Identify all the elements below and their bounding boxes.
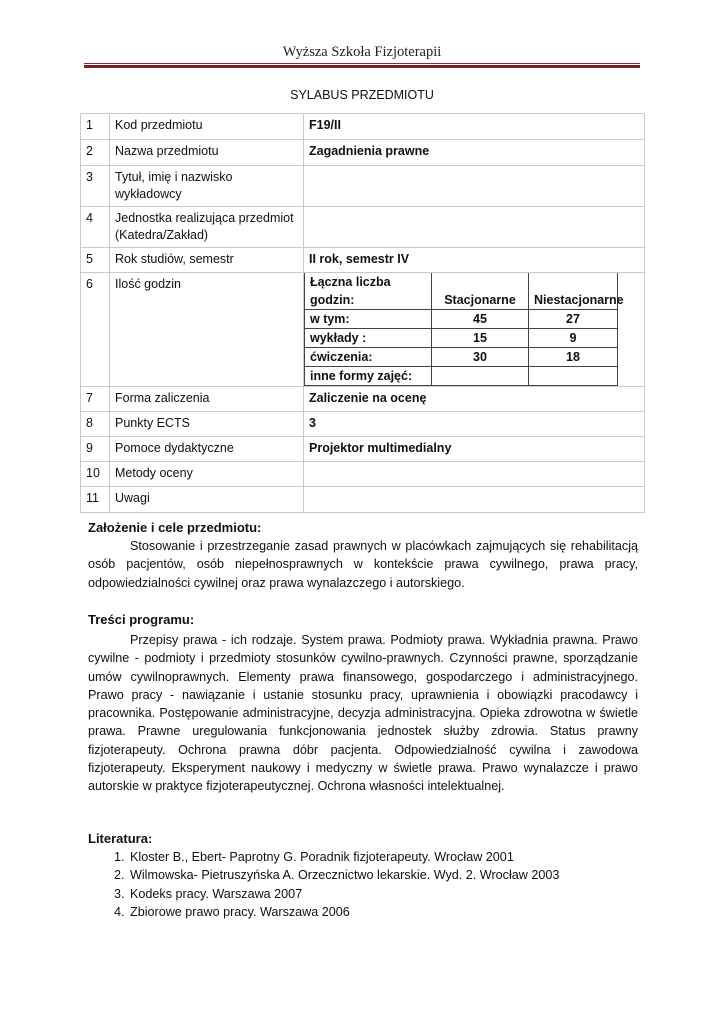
hours-row-label: w tym:: [305, 310, 432, 329]
list-item: 3. Kodeks pracy. Warszawa 2007: [128, 885, 638, 903]
hours-row: [305, 310, 618, 329]
table-row: [81, 166, 645, 207]
row-value: Zagadnienia prawne: [304, 140, 645, 166]
hours-row: [305, 329, 618, 348]
row-number: 4: [81, 207, 110, 248]
row-label: Metody oceny: [110, 462, 304, 487]
hours-row-label: ćwiczenia:: [305, 348, 432, 367]
row-value: [304, 166, 645, 207]
goals-section: [88, 519, 638, 592]
row-value: [304, 207, 645, 248]
hours-cell: [304, 273, 645, 387]
document-title: SYLABUS PRZEDMIOTU: [290, 88, 434, 102]
table-row: [81, 207, 645, 248]
hours-header-stationary: Stacjonarne: [432, 273, 529, 310]
table-row: [81, 248, 645, 273]
table-row: [81, 462, 645, 487]
hours-extramural-value: 18: [529, 348, 618, 367]
row-number: 10: [81, 462, 110, 487]
table-row: [81, 273, 645, 387]
header-rule-thin: [84, 63, 640, 64]
hours-stationary-value: 30: [432, 348, 529, 367]
hours-row-label: inne formy zajęć:: [305, 367, 432, 386]
row-label: Uwagi: [110, 487, 304, 513]
hours-header-total: Łączna liczba godzin:: [305, 273, 432, 310]
hours-table: [304, 272, 624, 386]
table-row: [81, 114, 645, 140]
program-text: Przepisy prawa - ich rodzaje. System prawa. Podmioty prawa. Wykładnia prawna. Prawo cywilne - podmioty i przedmioty stosunków cywilno-prawnych. Czynności prawne, sporządzanie umów cywilnoprawnych. Elementy prawa finansowego, gospodarczego i administracyjnego. Prawo pracy - nawiązanie i ustanie stosunku pracy, uprawnienia i obowiązki pracodawcy i pracownika. Postępowanie administracyjne, decyzja administracyjna. Opieka zdrowotna w świetle prawa. Prawne uregulowania funkcjonowania jednostek służby zdrowia. Status prawny fizjoterapeuty. Ochrona prawna dóbr pacjenta. Odpowiedzialność cywilna i zawodowa fizjoterapeuty. Eksperyment naukowy i medyczny w świetle prawa. Prawo wynalazcze i prawo autorskie w praktyce fizjoterapeutycznej. Ochrona własności intelektualnej.: [88, 633, 638, 794]
row-label: Forma zaliczenia: [110, 387, 304, 412]
hours-extramural-value: [529, 367, 618, 386]
row-value: Projektor multimedialny: [304, 437, 645, 462]
row-label: Kod przedmiotu: [110, 114, 304, 140]
literature-section: [88, 830, 638, 921]
row-number: 9: [81, 437, 110, 462]
row-label: Nazwa przedmiotu: [110, 140, 304, 166]
row-label: Ilość godzin: [110, 273, 304, 387]
row-number: 5: [81, 248, 110, 273]
literature-list: [88, 848, 638, 921]
row-value: 3: [304, 412, 645, 437]
goals-heading: Założenie i cele przedmiotu:: [88, 520, 262, 535]
row-label: Tytuł, imię i nazwisko wykładowcy: [110, 166, 304, 207]
hours-extramural-value: 27: [529, 310, 618, 329]
literature-heading: Literatura:: [88, 831, 153, 846]
syllabus-table: [80, 113, 645, 513]
row-label: Rok studiów, semestr: [110, 248, 304, 273]
row-number: 2: [81, 140, 110, 166]
table-row: [81, 487, 645, 513]
program-section: [88, 611, 638, 796]
goals-text: Stosowanie i przestrzeganie zasad prawnych w placówkach zajmujących się rehabilitacją osób pacjentów, osób niepełnosprawnych w kontekście prawa cywilnego, prawa pracy, odpowiedzialności cywilnej oraz prawa wynalazczego i autorskiego.: [88, 539, 638, 590]
row-value: [304, 462, 645, 487]
row-number: 3: [81, 166, 110, 207]
school-name: Wyższa Szkoła Fizjoterapii: [282, 44, 442, 60]
row-number: 1: [81, 114, 110, 140]
hours-stationary-value: [432, 367, 529, 386]
hours-row-label: wykłady :: [305, 329, 432, 348]
header-rule-thick: [84, 65, 640, 68]
row-label: Punkty ECTS: [110, 412, 304, 437]
row-value: [304, 487, 645, 513]
row-number: 8: [81, 412, 110, 437]
row-number: 11: [81, 487, 110, 513]
row-value: Zaliczenie na ocenę: [304, 387, 645, 412]
row-label: Jednostka realizująca przedmiot (Katedra/Zakład): [110, 207, 304, 248]
table-row: [81, 437, 645, 462]
row-value: II rok, semestr IV: [304, 248, 645, 273]
table-row: [81, 140, 645, 166]
program-heading: Treści programu:: [88, 612, 195, 627]
row-label: Pomoce dydaktyczne: [110, 437, 304, 462]
hours-header-row: [305, 273, 618, 310]
hours-header-extramural: Niestacjonarne: [529, 273, 618, 310]
list-item: 1. Kloster B., Ebert- Paprotny G. Poradnik fizjoterapeuty. Wrocław 2001: [128, 848, 638, 866]
row-number: 7: [81, 387, 110, 412]
list-item: 4. Zbiorowe prawo pracy. Warszawa 2006: [128, 903, 638, 921]
hours-row: [305, 348, 618, 367]
table-row: [81, 412, 645, 437]
row-number: 6: [81, 273, 110, 387]
hours-extramural-value: 9: [529, 329, 618, 348]
hours-stationary-value: 45: [432, 310, 529, 329]
hours-row: [305, 367, 618, 386]
hours-stationary-value: 15: [432, 329, 529, 348]
table-row: [81, 387, 645, 412]
list-item: 2. Wilmowska- Pietruszyńska A. Orzecznictwo lekarskie. Wyd. 2. Wrocław 2003: [128, 866, 638, 884]
row-value: F19/II: [304, 114, 645, 140]
